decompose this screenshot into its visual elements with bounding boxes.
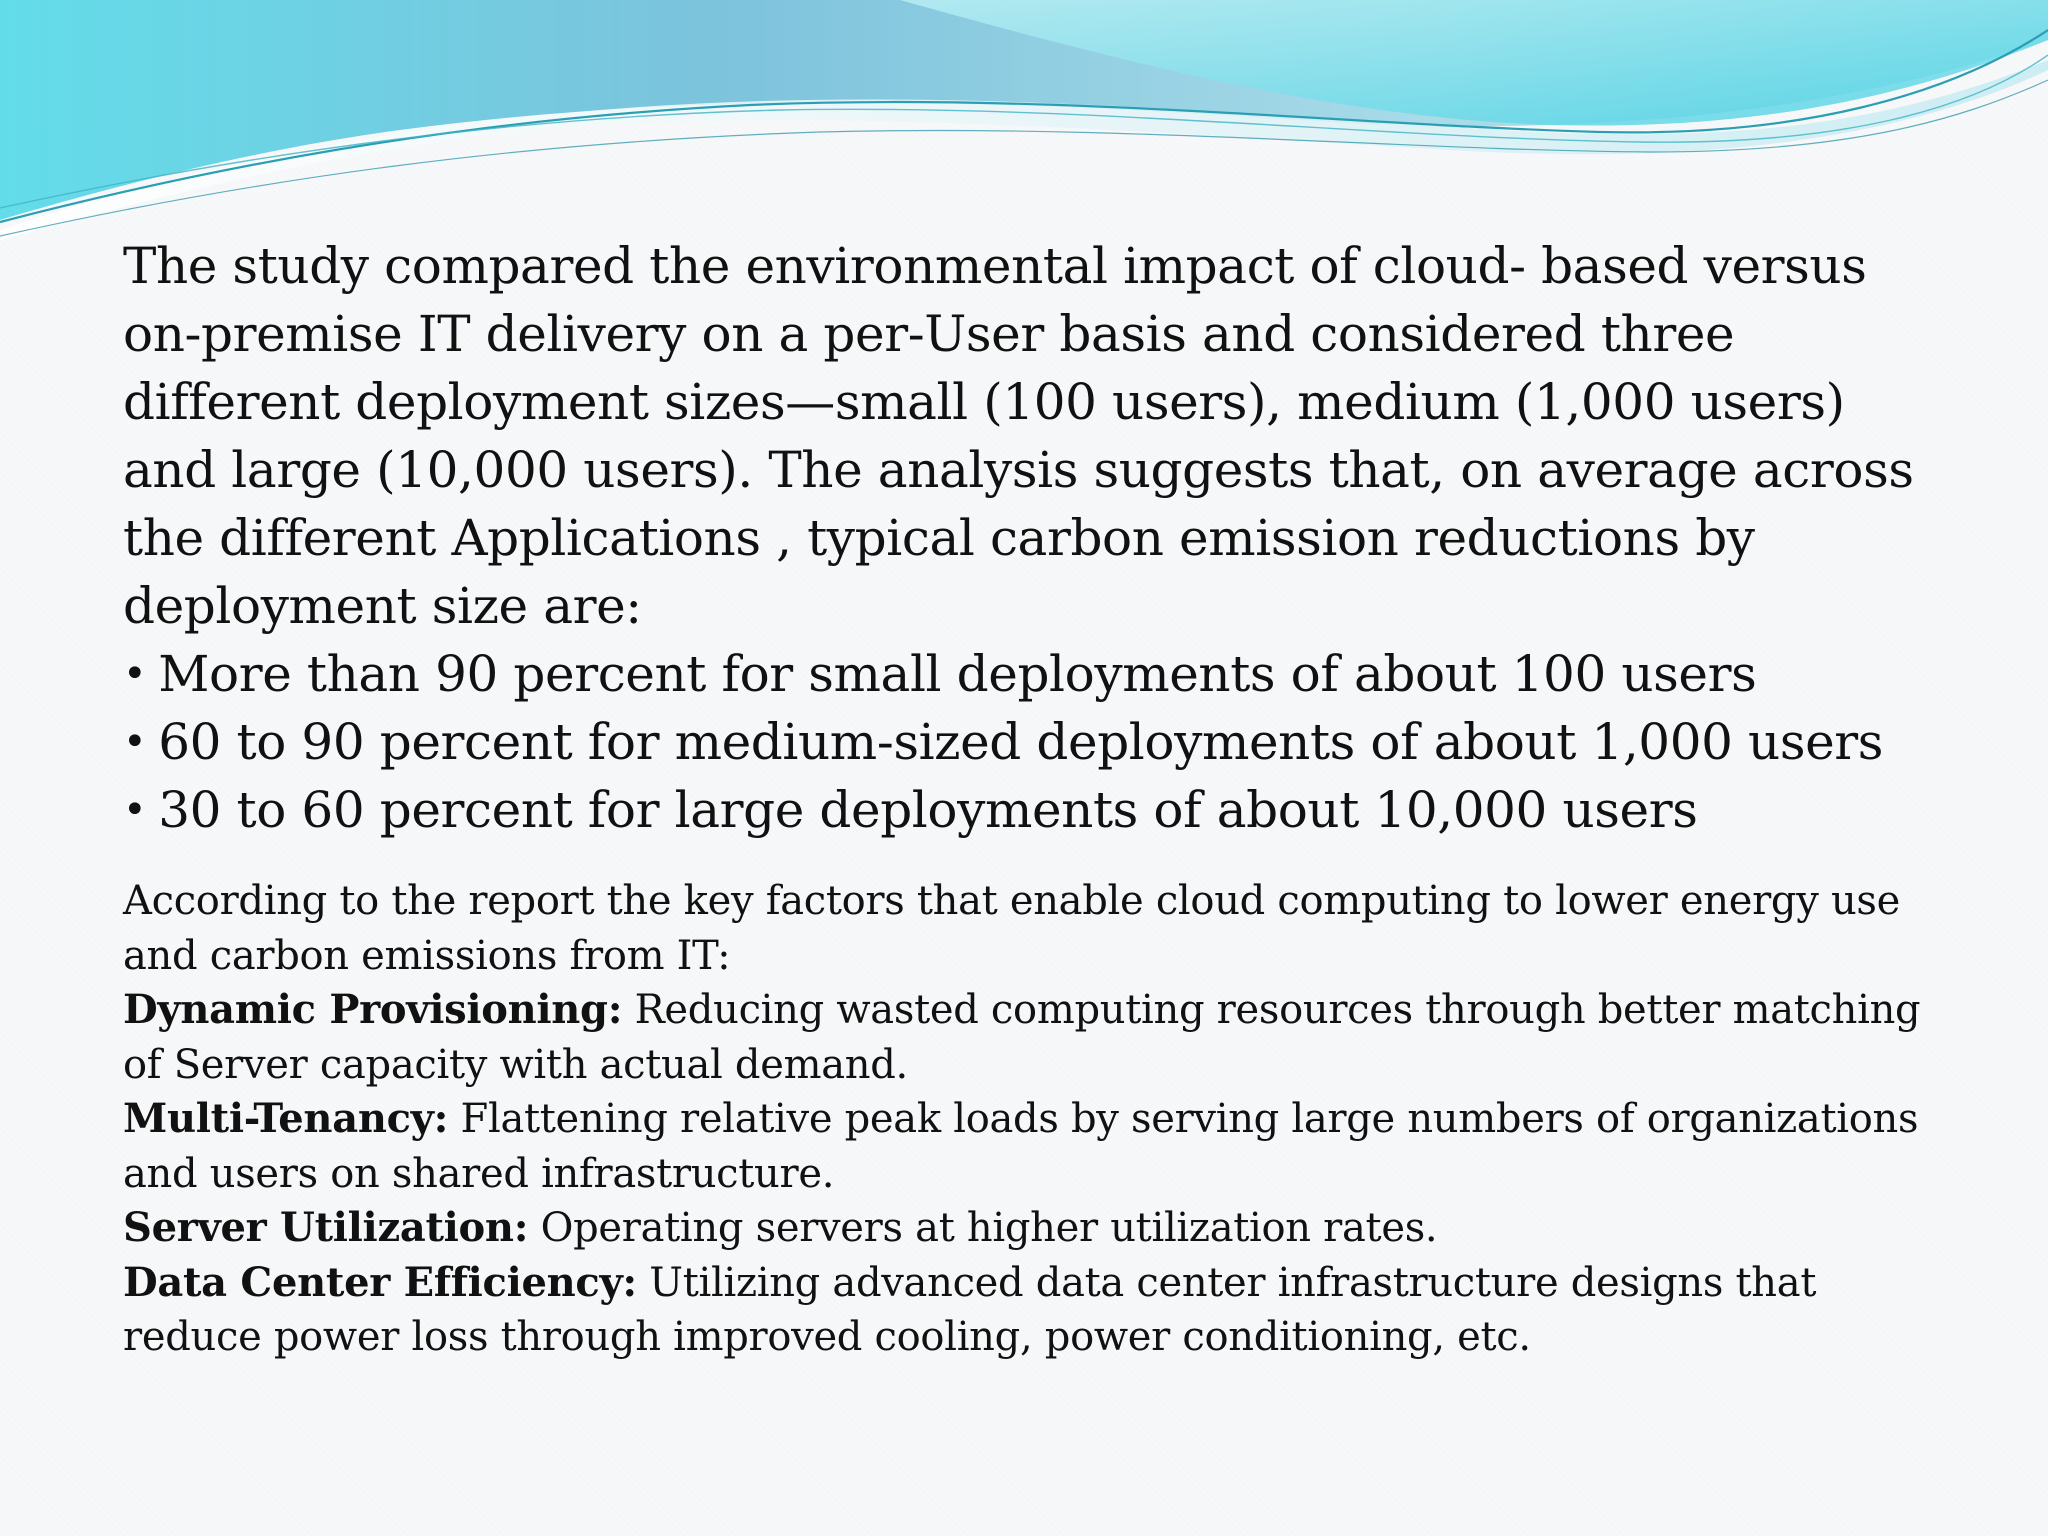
bullet-text: 60 to 90 percent for medium-sized deployments of about 1,000 users — [158, 713, 1884, 771]
factor-multi-tenancy — [123, 1092, 1943, 1201]
bullet-marker: • — [123, 719, 147, 765]
factor-server-utilization — [123, 1201, 1943, 1256]
factor-dynamic-provisioning — [123, 983, 1943, 1092]
key-factors-section — [123, 874, 1943, 1365]
factor-term: Dynamic Provisioning: — [123, 986, 623, 1033]
bullet-marker: • — [123, 651, 147, 697]
factor-term: Multi-Tenancy: — [123, 1095, 449, 1142]
intro-paragraph: The study compared the environmental impact of cloud- based versus on-premise IT delivery on a per-User basis and considered three different deployment sizes—small (100 users), medium (1,000 users) and large (10,000 users). The analysis suggests that, on average across the different Applications , typical carbon emission reductions by deployment size are: — [123, 237, 1914, 635]
bullet-medium-deployments — [123, 708, 1943, 776]
reduction-bullet-list — [123, 640, 1943, 844]
factor-data-center-efficiency — [123, 1256, 1943, 1365]
slide-content — [123, 232, 1943, 1365]
factor-term: Server Utilization: — [123, 1204, 529, 1251]
factor-description: Flattening relative peak loads by serving large numbers of organizations and users on shared infrastructure. — [123, 1096, 1919, 1197]
bullet-text: More than 90 percent for small deployments of about 100 users — [158, 645, 1757, 703]
factor-description: Reducing wasted computing resources through better matching of Server capacity with actual demand. — [123, 987, 1921, 1088]
bullet-large-deployments — [123, 776, 1943, 844]
factor-description: Utilizing advanced data center infrastructure designs that reduce power loss through improved cooling, power conditioning, etc. — [123, 1259, 1817, 1360]
header-wave-decoration — [0, 0, 2048, 240]
bullet-text: 30 to 60 percent for large deployments of about 10,000 users — [158, 781, 1698, 839]
factor-description: Operating servers at higher utilization rates. — [528, 1205, 1438, 1251]
bullet-marker: • — [123, 787, 147, 833]
factors-intro: According to the report the key factors that enable cloud computing to lower energy use and carbon emissions from IT: — [123, 878, 1901, 979]
factor-term: Data Center Efficiency: — [123, 1258, 637, 1306]
bullet-small-deployments — [123, 640, 1943, 708]
